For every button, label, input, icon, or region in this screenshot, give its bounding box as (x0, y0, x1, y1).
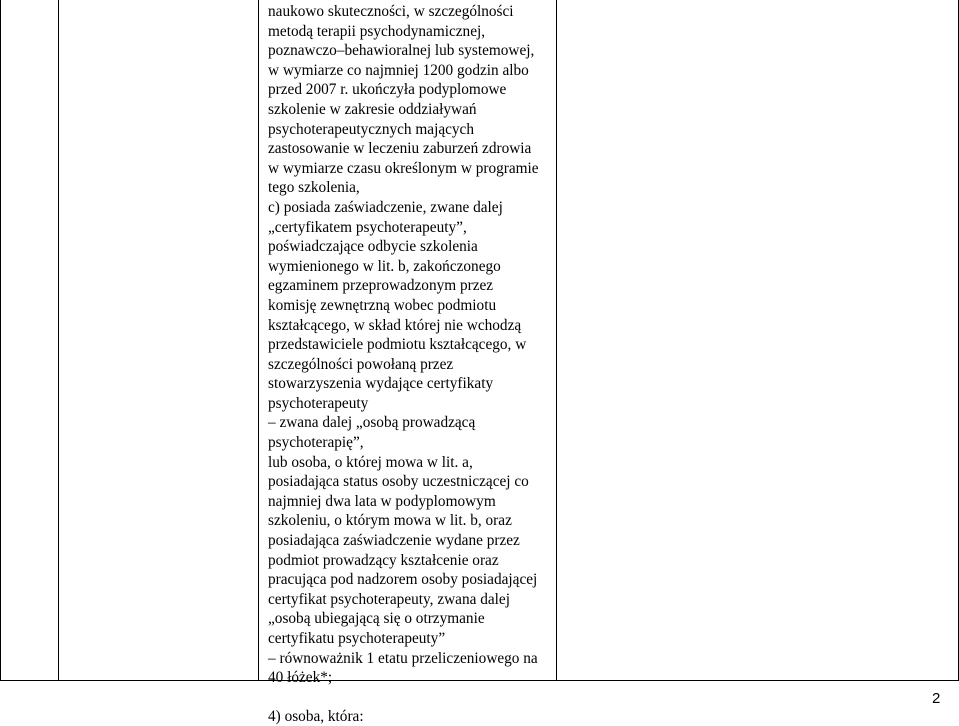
text-line-final: 4) osoba, która: (268, 707, 364, 725)
text-line: wymienionego w lit. b, zakończonego (268, 257, 501, 275)
text-line: przedstawiciele podmiotu kształcącego, w (268, 336, 527, 354)
text-line: zastosowanie w leczeniu zaburzeń zdrowia (268, 140, 532, 158)
text-line: – równoważnik 1 etatu przeliczeniowego na (268, 649, 538, 667)
text-line: szkolenie w zakresie oddziaływań (268, 100, 477, 118)
text-line: lub osoba, o której mowa w lit. a, (268, 453, 473, 471)
text-line: najmniej dwa lata w podyplomowym (268, 492, 496, 510)
text-line: pracująca pod nadzorem osoby posiadającej (268, 571, 538, 589)
text-line: przed 2007 r. ukończyła podyplomowe (268, 81, 507, 99)
text-line: psychoterapeuty (268, 394, 369, 412)
text-line: szkoleniu, o którym mowa w lit. b, oraz (268, 512, 512, 530)
text-line: poświadczające odbycie szkolenia (268, 238, 478, 256)
text-line: szczególności powołaną przez (268, 355, 454, 373)
text-line: tego szkolenia, (268, 179, 360, 197)
text-line: kształcącego, w skład której nie wchodzą (268, 316, 522, 334)
text-line: psychoterapię”, (268, 434, 364, 452)
table-cell-category (59, 0, 259, 681)
text-line: naukowo skuteczności, w szczególności (268, 3, 514, 20)
text-line: – zwana dalej „osobą prowadzącą (268, 414, 476, 432)
requirements-text (268, 2, 560, 726)
text-line: 40 łóżek*; (268, 669, 333, 687)
text-line: c) posiada zaświadczenie, zwane dalej (268, 198, 503, 216)
table-cell-notes (557, 0, 959, 681)
text-line: poznawczo–behawioralnej lub systemowej, (268, 42, 535, 60)
text-line: komisję zewnętrzną wobec podmiotu (268, 296, 497, 314)
text-line: w wymiarze co najmniej 1200 godzin albo (268, 61, 529, 79)
text-line: posiadająca status osoby uczestniczącej co (268, 473, 529, 491)
paragraph-gap (268, 688, 560, 707)
text-line: certyfikatu psychoterapeuty” (268, 630, 446, 647)
text-line: egzaminem przeprowadzonym przez (268, 277, 494, 295)
table-cell-number (0, 0, 59, 681)
text-line: metodą terapii psychodynamicznej, (268, 22, 486, 40)
text-line: psychoterapeutycznych mających (268, 120, 474, 138)
text-line: „certyfikatem psychoterapeuty”, (268, 218, 467, 236)
text-line: stowarzyszenia wydające certyfikaty (268, 375, 494, 393)
text-line: certyfikat psychoterapeuty, zwana dalej (268, 590, 510, 608)
text-line: w wymiarze czasu określonym w programie (268, 159, 539, 177)
text-line: „osobą ubiegającą się o otrzymanie (268, 610, 485, 628)
page-number: 2 (932, 690, 941, 707)
text-line: podmiot prowadzący kształcenie oraz (268, 551, 499, 569)
text-line: posiadająca zaświadczenie wydane przez (268, 532, 520, 550)
